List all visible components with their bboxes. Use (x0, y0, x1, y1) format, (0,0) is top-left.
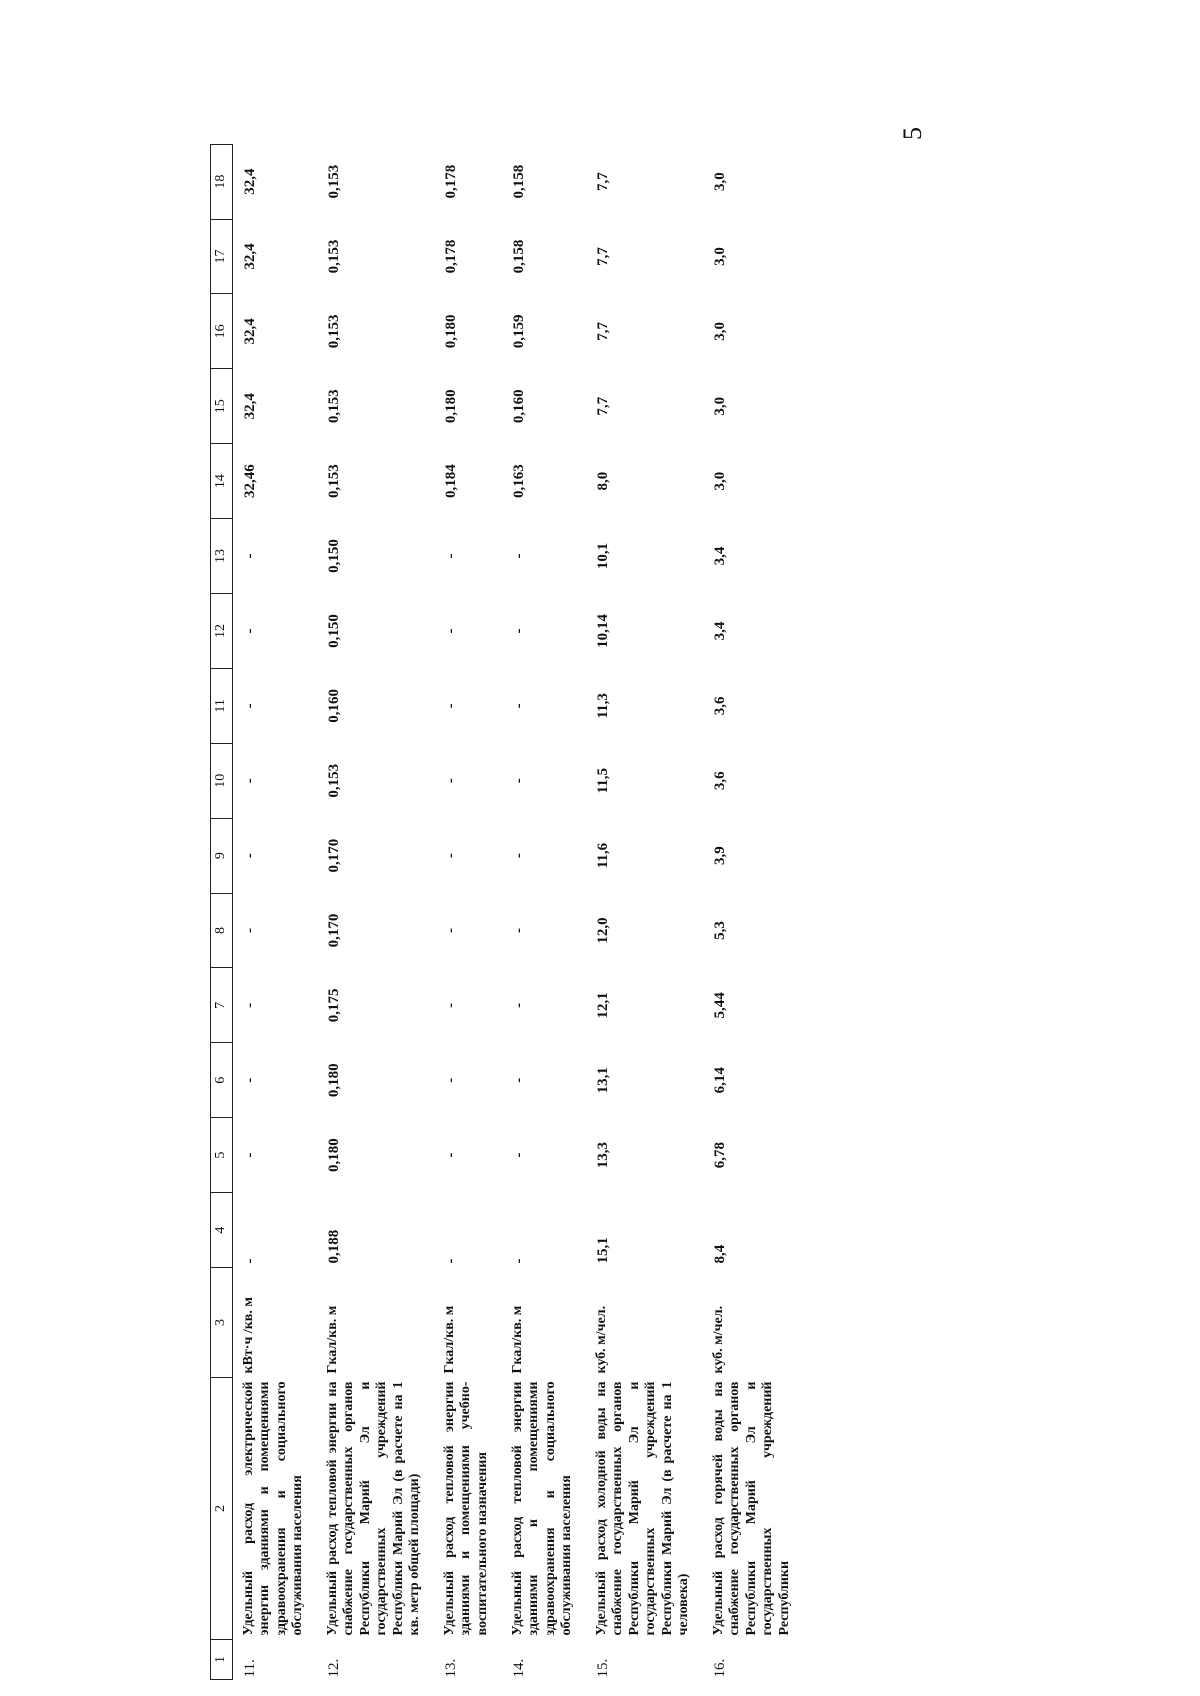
indicators-table (210, 144, 803, 1680)
value-cell: 32,4 (241, 243, 258, 270)
value-cell: - (241, 628, 258, 634)
value-cell: - (241, 553, 258, 559)
value-cell: - (442, 1077, 459, 1083)
value-cell: - (241, 1258, 258, 1264)
value-cell: - (442, 853, 459, 859)
value-cell: 0,180 (325, 1063, 342, 1098)
column-header-6: 6 (211, 1043, 233, 1118)
unit-of-measure: Гкал/кв. м (509, 1305, 525, 1374)
value-cell: 0,180 (325, 1138, 342, 1173)
value-cell: - (241, 928, 258, 933)
value-cell: 0,153 (325, 239, 342, 274)
unit-of-measure: кВт·ч /кв. м (240, 1297, 256, 1374)
value-cell: 10,14 (594, 614, 611, 648)
value-cell: 11,3 (594, 693, 611, 719)
value-cell: 7,7 (594, 247, 611, 266)
value-cell: 12,0 (594, 917, 611, 944)
value-cell: - (442, 553, 459, 559)
value-cell: - (442, 1258, 459, 1264)
row-number: 12. (325, 1658, 342, 1678)
value-cell: 3,6 (711, 696, 728, 716)
value-cell: 3,0 (711, 396, 728, 416)
value-cell: 6,14 (711, 1067, 728, 1094)
value-cell: 0,153 (325, 314, 342, 349)
value-cell: 0,180 (442, 314, 459, 349)
indicator-name: Удельный расход тепловой энергии зданиями и помещениями здравоохранения и социального обслуживания населения (509, 1381, 575, 1636)
value-cell: - (442, 928, 459, 933)
column-header-10: 10 (211, 743, 233, 818)
value-cell: - (510, 703, 527, 709)
value-cell: 32,4 (241, 318, 258, 345)
value-cell: 3,0 (711, 471, 728, 491)
value-cell: - (510, 928, 527, 933)
column-header-2: 2 (211, 1378, 233, 1640)
value-cell: 3,0 (711, 247, 728, 266)
value-cell: 3,0 (711, 322, 728, 341)
value-cell: 3,4 (711, 621, 728, 641)
value-cell: - (241, 1002, 258, 1008)
value-cell: 7,7 (594, 322, 611, 341)
value-cell: 8,4 (711, 1244, 728, 1264)
column-header-13: 13 (211, 519, 233, 594)
value-cell: 0,163 (510, 464, 527, 499)
value-cell: - (442, 1002, 459, 1008)
column-header-11: 11 (211, 668, 233, 743)
column-header-5: 5 (211, 1118, 233, 1193)
value-cell: 0,178 (442, 164, 459, 199)
value-cell: 0,158 (510, 164, 527, 199)
column-header-8: 8 (211, 893, 233, 968)
value-cell: - (442, 1152, 459, 1158)
table-row (434, 144, 502, 1679)
rotated-page-content (210, 150, 980, 1680)
value-cell: 15,1 (594, 1237, 611, 1264)
column-header-17: 17 (211, 219, 233, 294)
value-cell: - (241, 703, 258, 709)
value-cell: - (241, 853, 258, 859)
column-header-15: 15 (211, 369, 233, 444)
value-cell: 32,4 (241, 393, 258, 420)
column-header-3: 3 (211, 1268, 233, 1378)
value-cell: - (510, 1077, 527, 1083)
indicator-name: Удельный расход тепловой энергии зданиями и помещениями учебно-воспитательного назначения (441, 1381, 490, 1636)
value-cell: 0,159 (510, 314, 527, 349)
table-row (703, 144, 804, 1679)
value-cell: 0,160 (510, 389, 527, 424)
value-cell: - (442, 628, 459, 634)
table-row (232, 144, 317, 1679)
table-row (502, 144, 586, 1679)
column-header-18: 18 (211, 144, 233, 219)
column-header-4: 4 (211, 1193, 233, 1268)
value-cell: 0,153 (325, 164, 342, 199)
unit-of-measure: Гкал/кв. м (324, 1305, 340, 1374)
value-cell: 11,6 (594, 842, 611, 869)
value-cell: 7,7 (594, 172, 611, 191)
value-cell: 7,7 (594, 396, 611, 416)
value-cell: 3,0 (711, 172, 728, 191)
column-number-header-row (211, 144, 233, 1679)
value-cell: 6,78 (711, 1142, 728, 1169)
row-number: 11. (241, 1659, 258, 1678)
value-cell: 32,4 (241, 168, 258, 195)
value-cell: - (510, 1152, 527, 1158)
value-cell: - (510, 778, 527, 784)
value-cell: 0,160 (325, 688, 342, 723)
value-cell: - (510, 1002, 527, 1008)
value-cell: 13,1 (594, 1067, 611, 1094)
row-number: 16. (711, 1658, 728, 1678)
indicator-name: Удельный расход холодной воды на снабжение государственных органов Республики Марий Эл и государственных учреждений Республики Марий Эл (в расчете на 1 человека) (593, 1381, 692, 1636)
value-cell: 3,4 (711, 546, 728, 566)
value-cell: - (442, 778, 459, 784)
page-number: 5 (898, 127, 927, 140)
indicator-name: Удельный расход тепловой энергии на снабжение государственных органов Республики Марий Эл и государственных учреждений Республики Марий Эл (в расчете на 1 кв. метр общей площади) (324, 1381, 423, 1636)
column-header-14: 14 (211, 444, 233, 519)
unit-of-measure: куб. м/чел. (593, 1305, 609, 1374)
value-cell: 13,3 (594, 1142, 611, 1169)
value-cell: 0,188 (325, 1229, 342, 1264)
value-cell: 11,5 (594, 768, 611, 794)
indicator-name: Удельный расход электрической энергии зданиями и помещениями здравоохранения и социального обслуживания населения (240, 1381, 306, 1636)
value-cell: 0,170 (325, 913, 342, 948)
value-cell: 10,1 (594, 542, 611, 570)
row-number: 13. (442, 1658, 459, 1678)
value-cell: 5,3 (711, 921, 728, 940)
value-cell: 3,6 (711, 771, 728, 791)
value-cell: 0,178 (442, 239, 459, 274)
value-cell: 8,0 (594, 471, 611, 491)
value-cell: - (510, 628, 527, 634)
value-cell: - (510, 553, 527, 559)
value-cell: 3,9 (711, 846, 728, 865)
value-cell: 0,175 (325, 988, 342, 1023)
value-cell: 0,170 (325, 838, 342, 873)
value-cell: - (442, 703, 459, 709)
column-header-12: 12 (211, 593, 233, 668)
value-cell: - (241, 778, 258, 784)
row-number: 15. (594, 1658, 611, 1678)
row-number: 14. (510, 1658, 527, 1678)
table-body (232, 144, 803, 1679)
value-cell: 0,184 (442, 464, 459, 499)
column-header-9: 9 (211, 818, 233, 893)
column-header-7: 7 (211, 968, 233, 1043)
value-cell: 0,180 (442, 389, 459, 424)
value-cell: 0,153 (325, 389, 342, 424)
value-cell: - (510, 853, 527, 859)
column-header-1: 1 (211, 1640, 233, 1680)
value-cell: 0,158 (510, 239, 527, 274)
column-header-16: 16 (211, 294, 233, 369)
value-cell: - (510, 1258, 527, 1264)
unit-of-measure: Гкал/кв. м (441, 1305, 457, 1374)
value-cell: 32,46 (241, 464, 258, 499)
indicator-name: Удельный расход горячей воды на снабжение государственных органов Республики Марий Эл и государственных учреждений Республики (710, 1381, 792, 1636)
table-row (317, 144, 434, 1679)
value-cell: 5,44 (711, 992, 728, 1019)
value-cell: 0,153 (325, 464, 342, 499)
value-cell: 0,150 (325, 539, 342, 573)
value-cell: - (241, 1152, 258, 1158)
value-cell: - (241, 1077, 258, 1083)
value-cell: 12,1 (594, 992, 611, 1019)
value-cell: 0,150 (325, 614, 342, 648)
unit-of-measure: куб. м/чел. (710, 1305, 726, 1374)
table-row (586, 144, 703, 1679)
value-cell: 0,153 (325, 763, 342, 798)
